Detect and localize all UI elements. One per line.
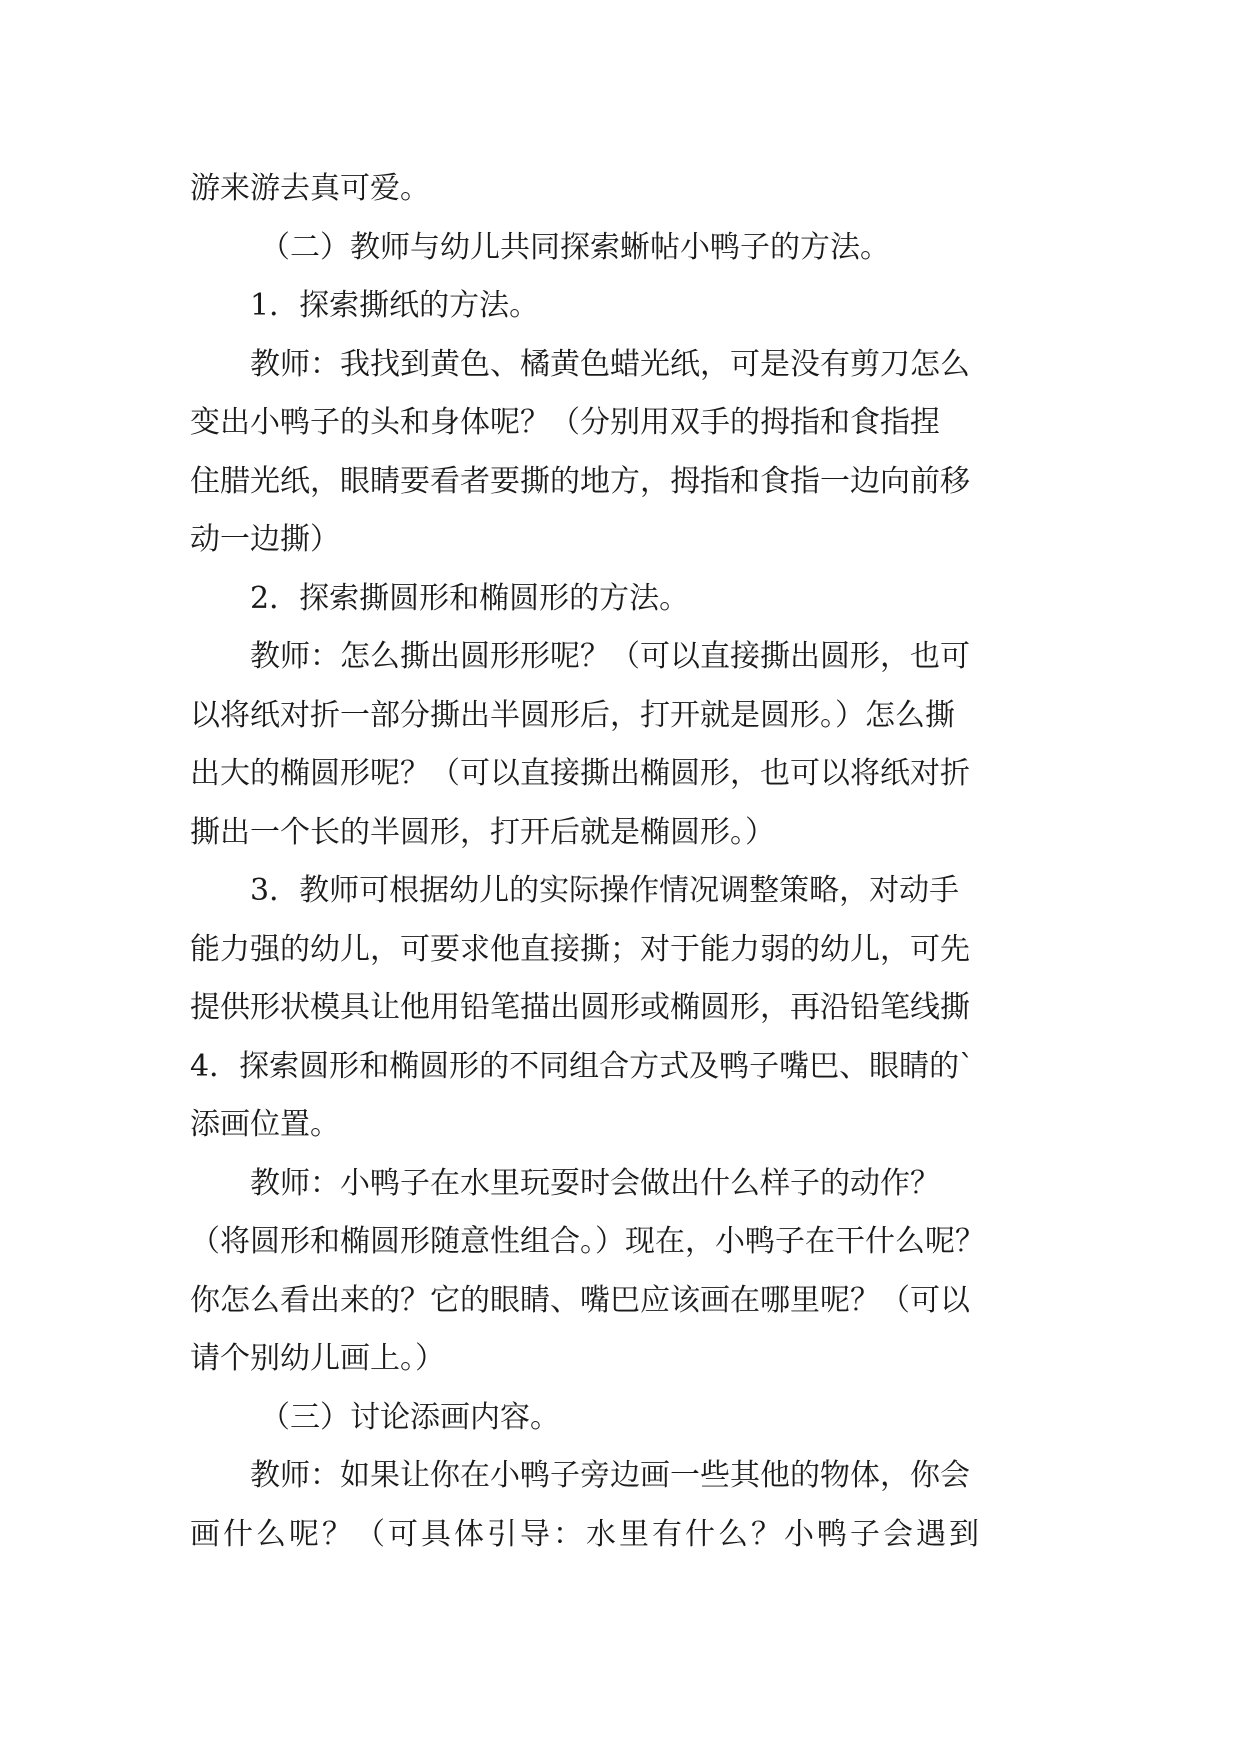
paragraph-line: 教师：我找到黄色、橘黄色蜡光纸，可是没有剪刀怎么 (250, 346, 970, 382)
list-item-heading: 3．教师可根据幼儿的实际操作情况调整策略，对动手 (250, 873, 960, 908)
paragraph-line: 出大的椭圆形呢？（可以直接撕出椭圆形，也可以将纸对折 (190, 756, 970, 791)
list-item-heading: 4．探索圆形和椭圆形的不同组合方式及鸭子嘴巴、眼睛的` (190, 1048, 975, 1084)
list-item-heading: 2．探索撕圆形和椭圆形的方法。 (250, 580, 690, 616)
paragraph-line: 教师：小鸭子在水里玩耍时会做出什么样子的动作？ (250, 1165, 940, 1201)
paragraph-line: 教师：如果让你在小鸭子旁边画一些其他的物体，你会 (250, 1458, 970, 1493)
section-heading: （三）讨论添画内容。 (260, 1399, 560, 1435)
paragraph-line: 游来游去真可爱。 (190, 171, 430, 206)
paragraph-line: 能力强的幼儿，可要求他直接撕；对于能力弱的幼儿，可先 (190, 931, 970, 967)
paragraph-line: 教师：怎么撕出圆形形呢？（可以直接撕出圆形，也可 (250, 639, 970, 674)
paragraph-line: 请个别幼儿画上。） (190, 1341, 445, 1376)
list-item-heading: 1．探索撕纸的方法。 (250, 288, 540, 323)
paragraph-line: 撕出一个长的半圆形，打开后就是椭圆形。） (190, 814, 775, 850)
paragraph-line: 以将纸对折一部分撕出半圆形后，打开就是圆形。）怎么撕 (190, 697, 955, 733)
paragraph-line: 你怎么看出来的？它的眼睛、嘴巴应该画在哪里呢？（可以 (190, 1282, 970, 1318)
paragraph-line: （将圆形和椭圆形随意性组合。）现在，小鸭子在干什么呢？ (190, 1224, 985, 1259)
paragraph-line: 住腊光纸，眼睛要看者要撕的地方，拇指和食指一边向前移 (190, 463, 970, 499)
paragraph-line: 提供形状模具让他用铅笔描出圆形或椭圆形，再沿铅笔线撕 (190, 990, 970, 1025)
paragraph-line: 动一边撕） (190, 522, 340, 557)
document-body (190, 160, 1050, 1564)
paragraph-line: 画什么呢？（可具体引导：水里有什么？小鸭子会遇到 (190, 1516, 982, 1552)
section-heading: （二）教师与幼儿共同探索蜥帖小鸭子的方法。 (260, 229, 890, 265)
paragraph-line: 添画位置。 (190, 1107, 340, 1142)
paragraph-line: 变出小鸭子的头和身体呢？（分别用双手的拇指和食指捏 (190, 405, 940, 440)
